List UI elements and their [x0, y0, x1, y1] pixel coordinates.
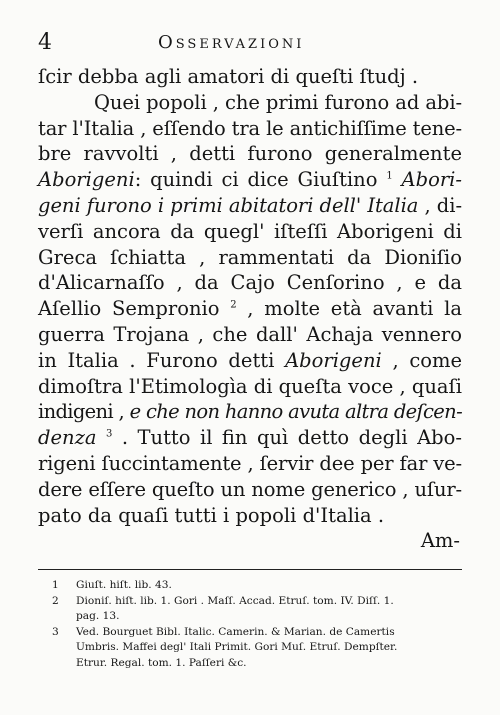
text-line: dimoſtra l'Etimologìa di queſta voce , quaſi	[38, 374, 462, 398]
footnote-text: Dioniſ. hiſt. lib. 1. Gori . Maſſ. Accad. Etruſ. tom. IV. Diſſ. 1.	[76, 594, 394, 607]
footnotes	[38, 578, 462, 671]
footnote-number: 2	[52, 594, 59, 607]
catchword: Am-	[420, 529, 460, 553]
text-line: dere eſſere queſto un nome generico , uſur-	[38, 477, 462, 501]
italic-term: Aborigeni	[38, 168, 135, 192]
footnote-rule	[38, 569, 462, 570]
text-line: Quei popoli , che primi furono ad abi-	[94, 90, 462, 114]
footnote-marker: 2	[230, 299, 237, 311]
running-title: Osservazioni	[158, 32, 305, 53]
footnote-marker: 3	[105, 428, 113, 440]
footnote-text: pag. 13.	[76, 610, 120, 622]
footnote	[38, 578, 462, 594]
footnote-text: Giuſt. hiſt. lib. 43.	[76, 579, 172, 591]
footnote-marker: 1	[386, 170, 393, 182]
italic-quote: geni furono i primi abitatori dell' Italia	[38, 193, 419, 217]
footnote	[38, 625, 462, 641]
italic-term: Aborigeni	[285, 348, 382, 372]
text-line: geni furono i primi abitatori dell' Italia , di-	[38, 193, 462, 217]
text-line: Greca ſchiatta , rammentati da Dioniſio	[38, 245, 462, 269]
footnote-text: Umbris. Maffei degl' Itali Primit. Gori Muſ. Etruſ. Dempſter.	[76, 641, 398, 653]
text-line: in Italia . Furono detti Aborigeni , come	[38, 348, 463, 372]
body-text	[38, 64, 462, 554]
text-line: Aſellio Sempronio $^2$ , molte età avanti la	[38, 297, 462, 321]
text-line: guerra Trojana , che dall' Achaja vennero	[38, 322, 462, 346]
footnote-text: Ved. Bourguet Bibl. Italic. Camerin. & Marian. de Camertis	[76, 625, 395, 638]
footnote	[38, 594, 462, 610]
footnote	[38, 609, 462, 625]
footnote-text: Etrur. Regal. tom. 1. Paſſeri &c.	[76, 656, 247, 669]
text-line: bre ravvolti , detti furono generalmente	[38, 142, 462, 166]
page-header	[38, 30, 478, 60]
text-line: d'Alicarnaſſo , da Cajo Cenſorino , e da	[38, 271, 462, 295]
footnote-number: 1	[52, 579, 59, 591]
italic-quote: Abori-	[401, 168, 462, 192]
text-line: verſi ancora da quegl' iſteſſi Aborigeni di	[38, 219, 462, 243]
text-line: tar l'Italia , eſſendo tra le antichiſſime tene-	[38, 116, 463, 140]
footnote	[38, 640, 462, 656]
footnote	[38, 656, 462, 672]
text-line: ſcir debba agli amatori di queſti ſtudj .	[38, 65, 419, 88]
text-line: denza $^3$ . Tutto il fin quì detto degli Abo-	[38, 426, 462, 450]
footnote-number: 3	[52, 625, 59, 638]
page-number: 4	[38, 30, 52, 55]
text-line: pato da quaſi tutti i popoli d'Italia .	[38, 503, 385, 527]
text-line: rigeni ſuccintamente , ſervir dee per far ve-	[38, 451, 462, 475]
italic-quote: e che non hanno avuta altra deſcen-	[129, 400, 462, 424]
italic-quote: denza	[38, 426, 97, 450]
text-line: Aborigeni: quindi ci dice Giuſtino $^1$ Abori-	[38, 168, 462, 192]
text-line: indigeni , e che non hanno avuta altra deſcen-	[38, 400, 462, 424]
